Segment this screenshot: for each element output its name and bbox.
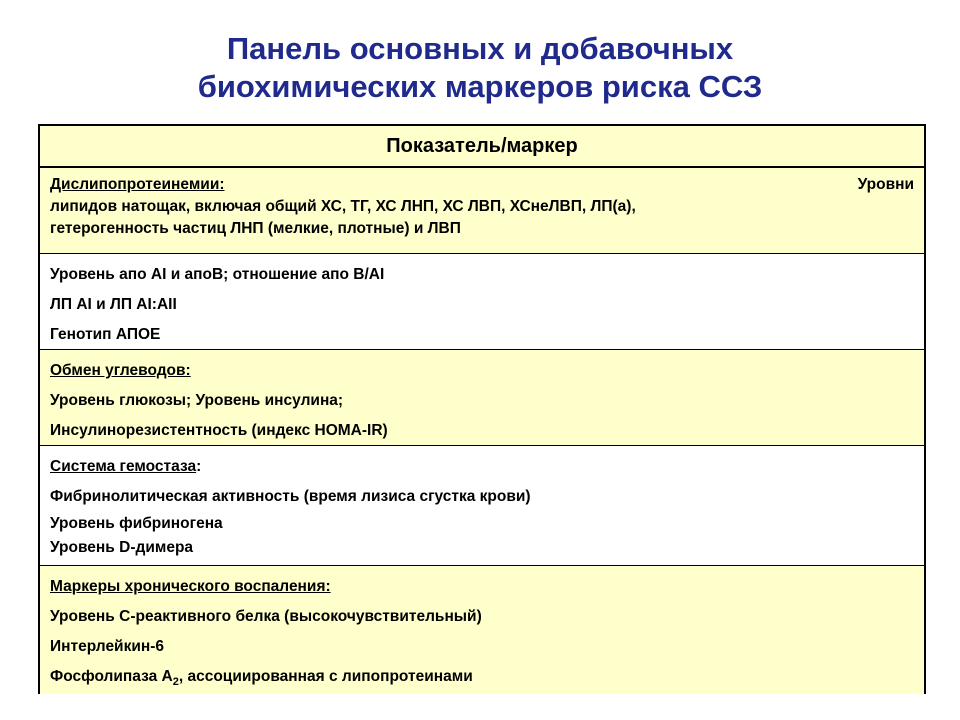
row-line: Уровень апо AI и апоB; отношение апо B/AI [50, 266, 385, 283]
phospholipase-subscript: 2 [172, 676, 179, 689]
row-line: гетерогенность частиц ЛНП (мелкие, плотные) и ЛВП [50, 220, 461, 237]
row-line: Уровень фибриногена [50, 515, 223, 532]
row-line: Генотип АПОЕ [50, 326, 161, 343]
title-line-2: биохимических маркеров риска ССЗ [197, 69, 763, 104]
section-heading-line [50, 452, 914, 482]
section-heading-carbohydrates: Обмен углеводов: [50, 362, 191, 379]
row-line: Инсулинорезистентность (индекс HOMA-IR) [50, 422, 388, 439]
page-title [0, 30, 960, 106]
row-inflammation [40, 566, 924, 694]
row-apolipoproteins [40, 254, 924, 350]
section-heading-inflammation: Маркеры хронического воспаления: [50, 578, 331, 595]
section-heading-dyslipoproteinemia: Дислипопротеинемии: [50, 176, 225, 193]
markers-table [38, 124, 926, 694]
table-header: Показатель/маркер [40, 126, 924, 168]
heading-suffix: : [196, 458, 202, 475]
row-line: Фибринолитическая активность (время лизиса сгустка крови) [50, 488, 531, 505]
row-line-phospholipase [50, 662, 914, 692]
row-line: Уровень глюкозы; Уровень инсулина; [50, 392, 344, 409]
row-line: ЛП AI и ЛП AI:AII [50, 296, 177, 313]
section-heading-hemostasis: Система гемостаза [50, 458, 197, 475]
heading-right-text: Уровни [857, 176, 914, 193]
row-line: Интерлейкин-6 [50, 638, 165, 655]
row-first-line [50, 174, 914, 196]
row-hemostasis [40, 446, 924, 566]
row-line: Уровень D-димера [50, 539, 194, 556]
row-carbohydrate-metabolism [40, 350, 924, 446]
title-line-1: Панель основных и добавочных [226, 31, 734, 66]
row-line: Уровень С-реактивного белка (высокочувствительный) [50, 608, 482, 625]
row-line: липидов натощак, включая общий ХС, ТГ, ХС ЛНП, ХС ЛВП, ХСнеЛВП, ЛП(а), [50, 198, 636, 215]
phospholipase-suffix: , ассоциированная с липопротеинами [178, 668, 473, 685]
phospholipase-prefix: Фосфолипаза А [50, 668, 173, 685]
row-dyslipoproteinemia [40, 168, 924, 254]
